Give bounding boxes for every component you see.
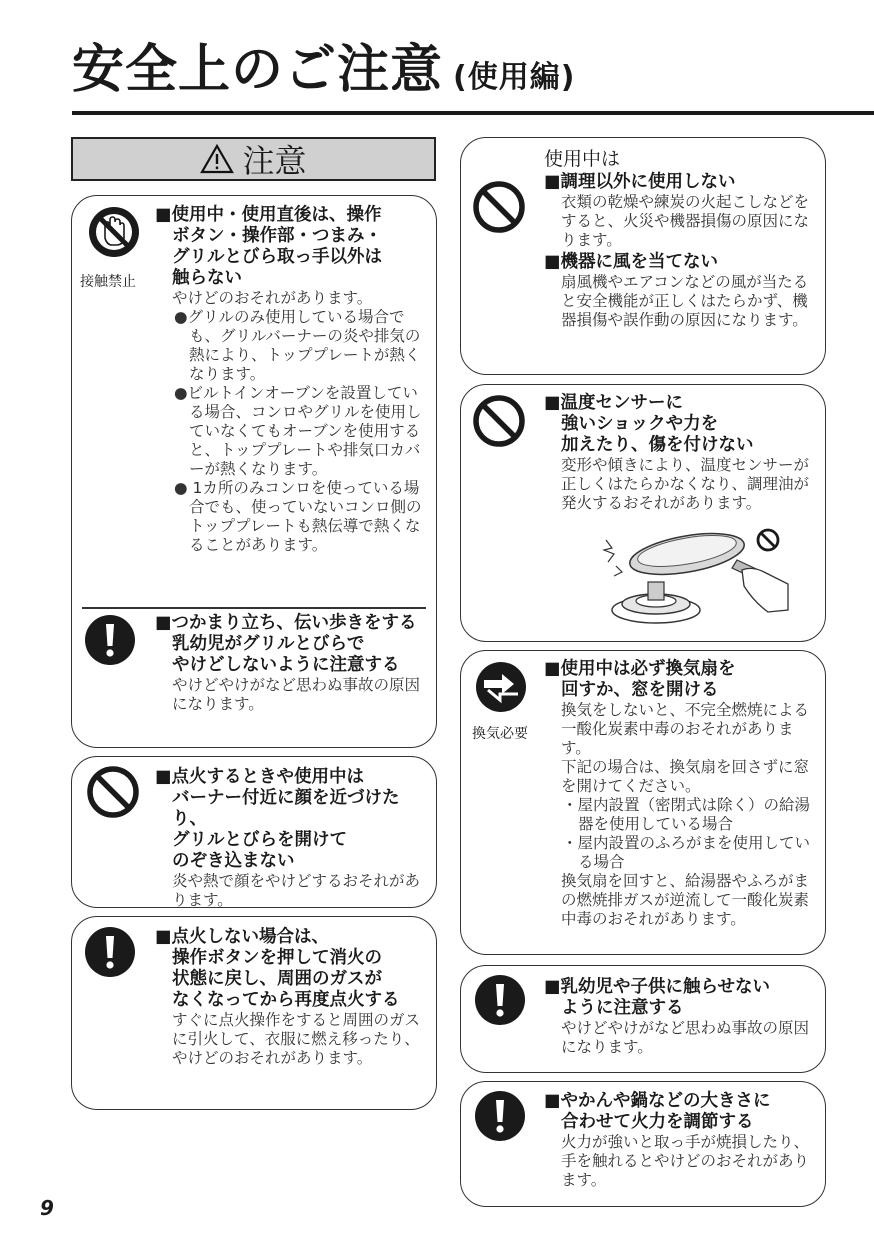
heading-line: ■温度センサーに [544,393,684,413]
ventilation-heading [544,659,819,701]
mandatory-exclamation-icon [474,974,526,1026]
ventilation-body-c: 換気扇を回すと、給湯器やふろがまの燃焼排ガスが逆流して一酸化炭素中毒のおそれがあります。 [561,872,810,928]
no-touch-body: やけどのおそれがあります。 [172,289,373,307]
heading-line: ボタン・操作部・つまみ・ [172,226,382,246]
usage-intro: 使用中は [544,148,621,170]
reignite-heading [155,927,430,1011]
no-touch-label: 接触禁止 [80,274,136,290]
heading-line: 回すか、窓を開ける [561,680,719,700]
page-number: 9 [40,1196,54,1220]
sensor-body: 変形や傾きにより、温度センサーが正しくはたらかなくなり、調理油が発火するおそれがあります。 [561,456,810,512]
ventilation-icon [474,660,528,714]
usage-text [544,146,819,330]
prohibition-icon [472,394,526,448]
ventilation-text [544,659,819,929]
no-peeking-text [155,767,430,910]
mandatory-exclamation-icon [84,614,136,666]
no-touch-heading [155,205,430,289]
heading-line: 合わせて火力を調節する [561,1112,754,1132]
reignite-text [155,927,430,1068]
usage-body-cooking: 衣類の乾燥や練炭の火起こしなどをすると、火災や機器損傷の原因になります。 [561,193,810,249]
toddler-grill-text [155,613,430,714]
mandatory-exclamation-icon [474,1090,526,1142]
heading-line: ■使用中・使用直後は、操作 [155,205,382,225]
no-peeking-heading [155,767,430,872]
heading-line: 加えたり、傷を付けない [561,435,754,455]
toddler-grill-heading [155,613,430,676]
heading-line: ■点火しない場合は、 [155,927,330,947]
no-touch-text [155,205,430,555]
heading-line: ■点火するときや使用中は [155,767,365,787]
flame-size-heading [544,1091,819,1133]
page-title [72,40,576,100]
reignite-body: すぐに点火操作をすると周囲のガスに引火して、衣服に燃え移ったり、やけどのおそれがあります。 [172,1011,421,1067]
flame-size-body: 火力が強いと取っ手が焼損したり、手を触れるとやけどのおそれがあります。 [561,1133,810,1189]
heading-line: 状態に戻し、周囲のガスが [172,969,382,989]
mandatory-exclamation-icon [84,926,136,978]
sensor-heading [544,393,819,456]
heading-line: のぞき込まない [172,851,295,871]
heading-line: 操作ボタンを押して消火の [172,948,382,968]
bullet-item: ●ビルトインオーブンを設置している場合、コンロやグリルを使用していなくてもオーブンを使用すると、トッププレートや排気口カバーが熱くなります。 [174,384,422,478]
caution-label: 注意 [242,142,307,180]
ventilation-label: 換気必要 [472,726,528,742]
heading-line: やけどしないように注意する [172,655,400,675]
children-text [544,977,819,1057]
heading-line: 乳幼児がグリルとびらで [172,634,365,654]
heading-line: グリルとびらを開けて [172,830,347,850]
heading-line: 強いショックや力を [561,414,719,434]
page-title-main: 安全上のご注意 [72,40,444,100]
pan-striking-sensor-illustration [592,522,792,632]
heading-line: ■やかんや鍋などの大きさに [544,1091,771,1111]
prohibition-icon [86,765,140,819]
heading-line: ■つかまり立ち、伝い歩きをする [155,613,417,633]
no-touch-icon [87,205,141,259]
ventilation-body-b: 下記の場合は、換気扇を回さずに窓を開けてください。 [561,758,810,795]
bullet-item: ●グリルのみ使用している場合でも、グリルバーナーの炎や排気の熱により、トッププレートが熱くなります。 [174,308,421,383]
prohibition-icon [472,180,526,234]
toddler-grill-body: やけどやけがなど思わぬ事故の原因になります。 [172,676,421,713]
children-heading [544,977,819,1019]
usage-heading-cooking: ■調理以外に使用しない [544,172,736,192]
warning-triangle-icon [200,144,234,174]
heading-line: バーナー付近に顔を近づけたり、 [172,788,400,829]
children-body: やけどやけがなど思わぬ事故の原因になります。 [561,1019,810,1056]
flame-size-text [544,1091,819,1190]
heading-line: なくなってから再度点火する [172,990,400,1010]
caution-banner [71,137,436,181]
heading-line: グリルとびら取っ手以外は [172,247,382,267]
heading-line: 触らない [172,268,242,288]
heading-line: ■使用中は必ず換気扇を [544,659,736,679]
page-title-sub: (使用編) [453,60,576,95]
usage-heading-wind: ■機器に風を当てない [544,252,719,272]
bullet-item: ● 1カ所のみコンロを使っている場合でも、使っていないコンロ側のトッププレートも熱伝導で熱くなることがあります。 [174,479,422,554]
section-divider [82,607,426,609]
ventilation-item: ・屋内設置（密閉式は除く）の給湯器を使用している場合 [562,796,811,833]
sensor-text [544,393,819,513]
title-rule [72,111,874,115]
ventilation-body: 換気をしないと、不完全燃焼による一酸化炭素中毒のおそれがあります。 [561,701,810,757]
heading-line: ように注意する [561,998,684,1018]
no-peeking-body: 炎や熱で顔をやけどするおそれがあります。 [172,872,421,909]
heading-line: ■乳幼児や子供に触らせない [544,977,771,997]
ventilation-item: ・屋内設置のふろがまを使用している場合 [562,834,811,871]
usage-body-wind: 扇風機やエアコンなどの風が当たると安全機能が正しくはたらかず、機器損傷や誤作動の原因になります。 [561,273,809,329]
